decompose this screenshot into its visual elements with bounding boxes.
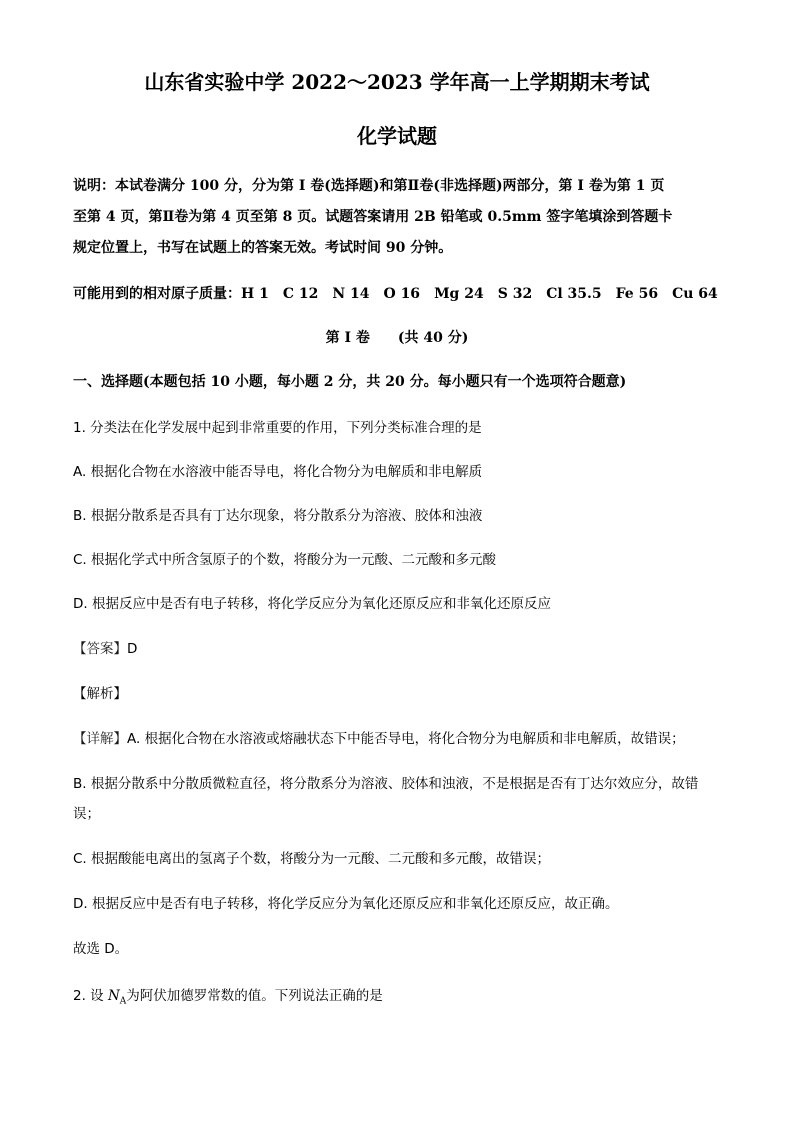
atomic-mass-item: Fe 56 (615, 286, 659, 302)
detail-c: C. 根据酸能电离出的氢离子个数，将酸分为一元酸、二元酸和多元酸，故错误； (73, 851, 551, 867)
question-1-option-c: C. 根据化学式中所含氢原子的个数，将酸分为一元酸、二元酸和多元酸 (73, 552, 497, 568)
conclusion: 故选 D。 (73, 941, 129, 957)
atomic-mass-item: Cu 64 (672, 286, 718, 302)
volume-label: 第 I 卷 (325, 330, 370, 346)
atomic-masses (73, 284, 721, 304)
volume-heading (0, 328, 794, 348)
volume-points: (共 40 分) (397, 330, 469, 346)
instructions-line-3: 规定位置上，书写在试题上的答案无效。考试时间 90 分钟。 (73, 240, 453, 256)
section-heading: 一、选择题(本题包括 10 小题，每小题 2 分，共 20 分。每小题只有一个选项符合题意) (73, 374, 627, 390)
question-2-text: 为阿伏加德罗常数的值。下列说法正确的是 (126, 988, 383, 1004)
question-2-prefix: 2. 设 (73, 988, 104, 1004)
detail-b-line-1: B. 根据分散系中分散质微粒直径，将分散系分为溶液、胶体和浊液，不是根据是否有丁达尔效应分，故错 (73, 776, 699, 792)
answer-tag: 【答案】 (73, 641, 127, 657)
analysis-tag: 【解析】 (73, 686, 127, 702)
exam-title: 山东省实验中学 2022～2023 学年高一上学期期末考试 (144, 70, 650, 94)
question-1-stem: 1. 分类法在化学发展中起到非常重要的作用，下列分类标准合理的是 (73, 420, 482, 436)
atomic-mass-item: Cl 35.5 (546, 286, 602, 302)
question-1-option-d: D. 根据反应中是否有电子转移，将化学反应分为氧化还原反应和非氧化还原反应 (73, 596, 551, 612)
atomic-mass-item: S 32 (497, 286, 533, 302)
detail-b-line-2: 误； (73, 806, 100, 822)
atomic-mass-item: N 14 (332, 286, 370, 302)
atomic-masses-label: 可能用到的相对原子质量： (73, 286, 241, 302)
question-2-stem (73, 986, 721, 1012)
avogadro-symbol: $N_A$ (107, 988, 127, 1007)
answer-value: D (127, 641, 138, 657)
atomic-mass-item: C 12 (282, 286, 319, 302)
atomic-mass-item: Mg 24 (434, 286, 484, 302)
question-1-answer (73, 639, 721, 659)
instructions-line-2: 至第 4 页，第Ⅱ卷为第 4 页至第 8 页。试题答案请用 2B 铅笔或 0.5mm 签字笔填涂到答题卡 (73, 209, 673, 225)
exam-subtitle: 化学试题 (357, 124, 437, 148)
detail-tag: 【详解】 (73, 731, 127, 747)
atomic-mass-item: O 16 (383, 286, 421, 302)
detail-a (73, 729, 721, 749)
detail-d: D. 根据反应中是否有电子转移，将化学反应分为氧化还原反应和非氧化还原反应，故正确。 (73, 896, 619, 912)
question-1-option-a: A. 根据化合物在水溶液中能否导电，将化合物分为电解质和非电解质 (73, 464, 483, 480)
detail-a-text: A. 根据化合物在水溶液或熔融状态下中能否导电，将化合物分为电解质和非电解质，故错误； (127, 731, 685, 747)
question-1-option-b: B. 根据分散系是否具有丁达尔现象，将分散系分为溶液、胶体和浊液 (73, 508, 483, 524)
atomic-mass-item: H 1 (241, 286, 269, 302)
instructions-line-1: 说明：本试卷满分 100 分，分为第 I 卷(选择题)和第Ⅱ卷(非选择题)两部分，第 I 卷为第 1 页 (73, 178, 665, 194)
